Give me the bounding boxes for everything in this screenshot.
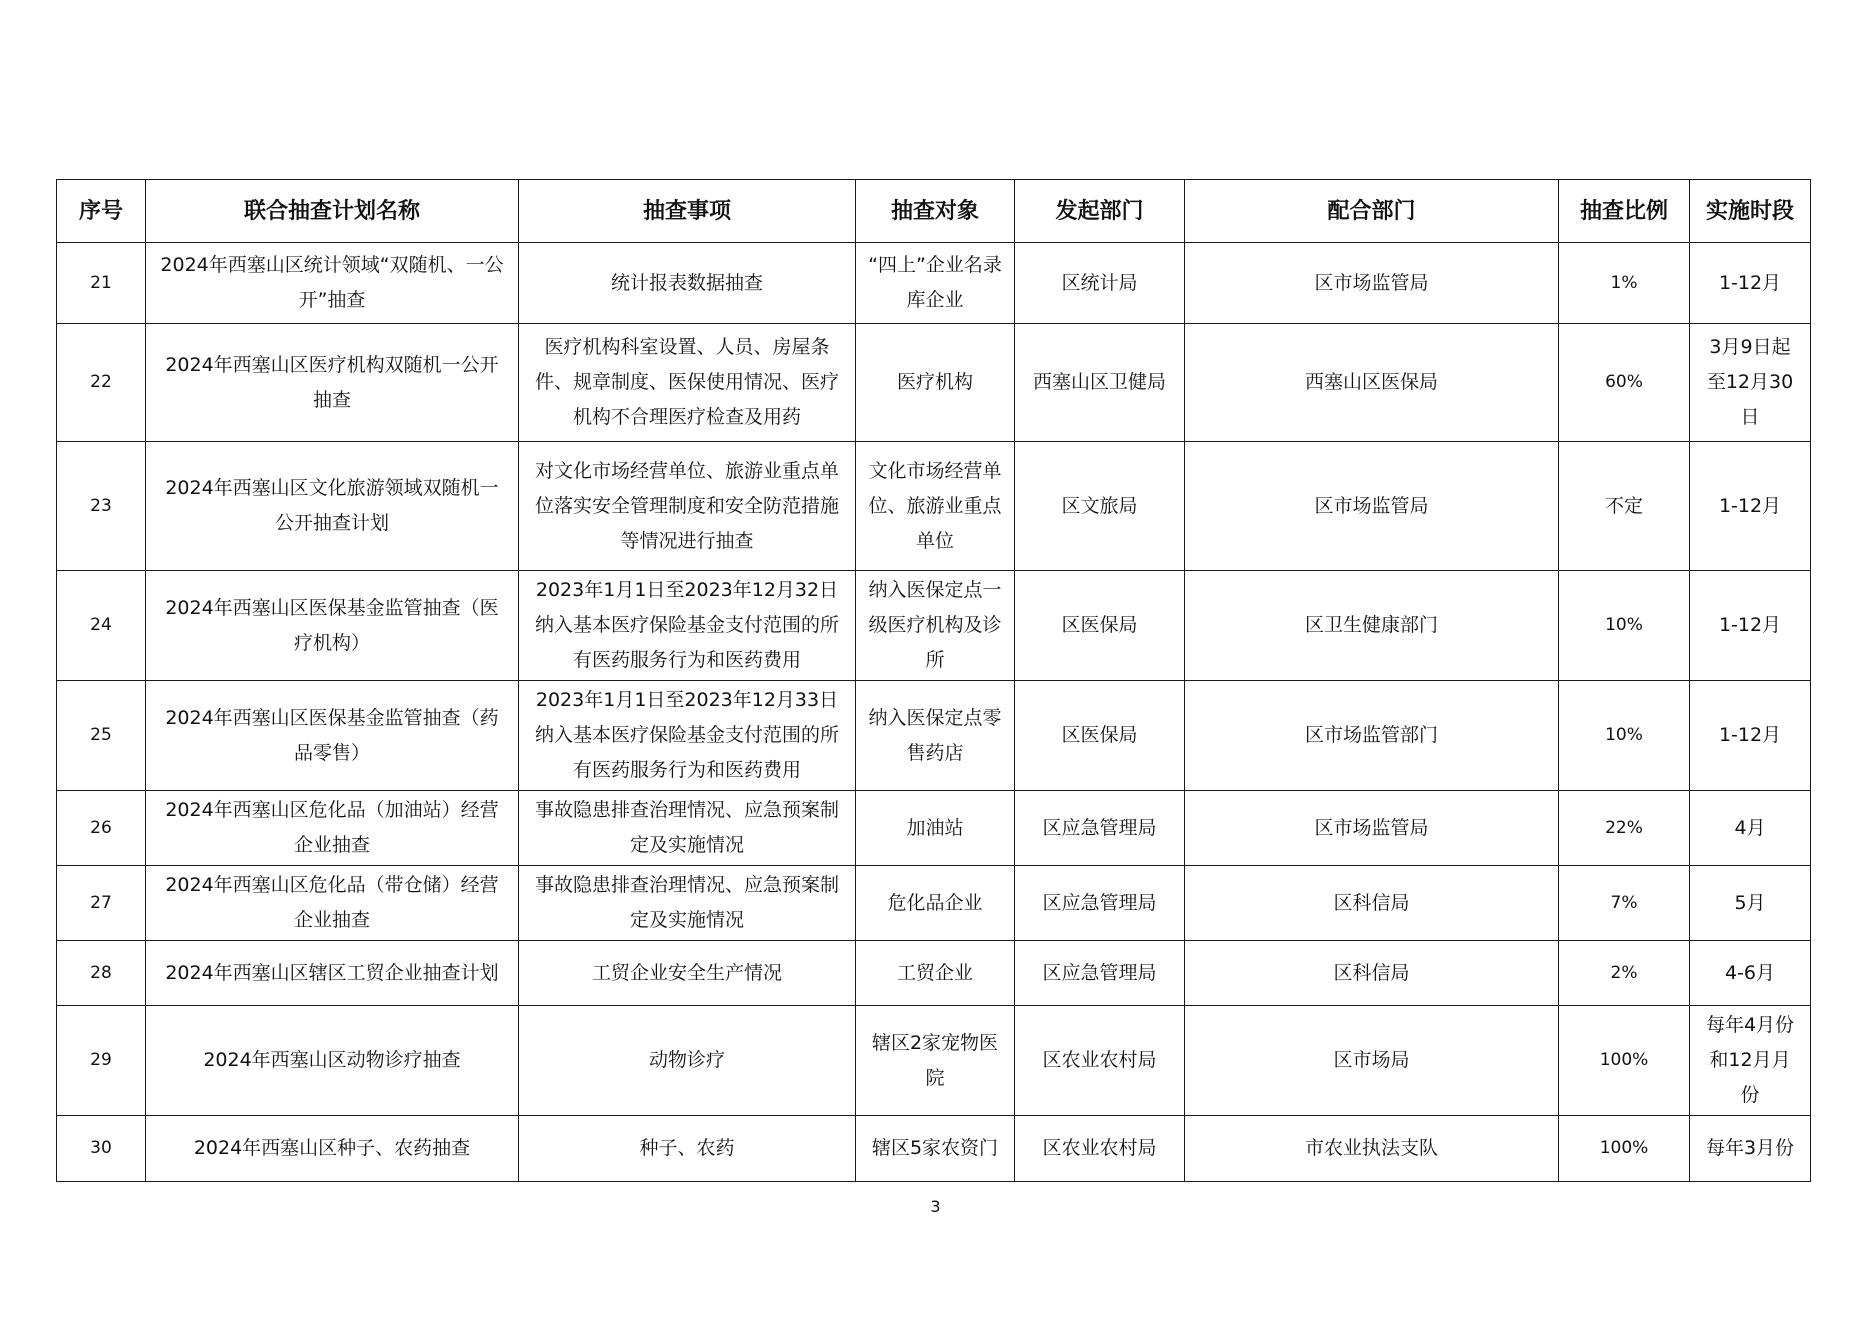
cell-inspection-target: 辖区2家宠物医院 — [856, 1006, 1015, 1116]
cell-ratio: 100% — [1559, 1006, 1690, 1116]
cell-cooperating-dept: 区市场监管局 — [1185, 442, 1559, 571]
cell-inspection-target: “四上”企业名录库企业 — [856, 243, 1015, 324]
cell-period: 1-12月 — [1690, 243, 1811, 324]
cell-cooperating-dept: 区科信局 — [1185, 941, 1559, 1006]
cell-inspection-item: 事故隐患排查治理情况、应急预案制定及实施情况 — [519, 791, 856, 866]
cell-cooperating-dept: 区市场监管局 — [1185, 243, 1559, 324]
table-row — [57, 681, 1811, 791]
cell-initiating-dept: 区应急管理局 — [1015, 791, 1185, 866]
cell-cooperating-dept: 西塞山区医保局 — [1185, 324, 1559, 442]
cell-ratio: 100% — [1559, 1116, 1690, 1182]
cell-initiating-dept: 区应急管理局 — [1015, 941, 1185, 1006]
cell-period: 3月9日起至12月30日 — [1690, 324, 1811, 442]
cell-inspection-target: 工贸企业 — [856, 941, 1015, 1006]
cell-inspection-target: 纳入医保定点零售药店 — [856, 681, 1015, 791]
cell-plan-name: 2024年西塞山区种子、农药抽查 — [146, 1116, 519, 1182]
cell-inspection-item: 统计报表数据抽查 — [519, 243, 856, 324]
cell-ratio: 7% — [1559, 866, 1690, 941]
cell-plan-name: 2024年西塞山区文化旅游领域双随机一公开抽查计划 — [146, 442, 519, 571]
cell-ratio: 10% — [1559, 681, 1690, 791]
cell-plan-name: 2024年西塞山区医保基金监管抽查（药品零售） — [146, 681, 519, 791]
cell-plan-name: 2024年西塞山区医疗机构双随机一公开抽查 — [146, 324, 519, 442]
table-row — [57, 941, 1811, 1006]
cell-index: 21 — [57, 243, 146, 324]
header-index: 序号 — [57, 180, 146, 243]
header-initiating-dept: 发起部门 — [1015, 180, 1185, 243]
cell-inspection-target: 纳入医保定点一级医疗机构及诊所 — [856, 571, 1015, 681]
cell-index: 24 — [57, 571, 146, 681]
table-header-row — [57, 180, 1811, 243]
cell-period: 4月 — [1690, 791, 1811, 866]
cell-ratio: 10% — [1559, 571, 1690, 681]
inspection-plan-table — [56, 179, 1811, 1182]
cell-ratio: 22% — [1559, 791, 1690, 866]
cell-inspection-target: 文化市场经营单位、旅游业重点单位 — [856, 442, 1015, 571]
table-row — [57, 324, 1811, 442]
cell-initiating-dept: 区农业农村局 — [1015, 1006, 1185, 1116]
cell-cooperating-dept: 区市场监管局 — [1185, 791, 1559, 866]
cell-period: 4-6月 — [1690, 941, 1811, 1006]
cell-initiating-dept: 区医保局 — [1015, 681, 1185, 791]
cell-inspection-item: 事故隐患排查治理情况、应急预案制定及实施情况 — [519, 866, 856, 941]
cell-inspection-item: 工贸企业安全生产情况 — [519, 941, 856, 1006]
cell-cooperating-dept: 市农业执法支队 — [1185, 1116, 1559, 1182]
table-row — [57, 442, 1811, 571]
cell-inspection-item: 对文化市场经营单位、旅游业重点单位落实安全管理制度和安全防范措施等情况进行抽查 — [519, 442, 856, 571]
cell-period: 1-12月 — [1690, 571, 1811, 681]
cell-index: 26 — [57, 791, 146, 866]
cell-inspection-target: 加油站 — [856, 791, 1015, 866]
cell-inspection-item: 动物诊疗 — [519, 1006, 856, 1116]
header-period: 实施时段 — [1690, 180, 1811, 243]
cell-plan-name: 2024年西塞山区统计领域“双随机、一公开”抽查 — [146, 243, 519, 324]
cell-index: 25 — [57, 681, 146, 791]
cell-cooperating-dept: 区市场局 — [1185, 1006, 1559, 1116]
cell-initiating-dept: 区农业农村局 — [1015, 1116, 1185, 1182]
cell-period: 1-12月 — [1690, 442, 1811, 571]
cell-period: 每年3月份 — [1690, 1116, 1811, 1182]
cell-inspection-target: 医疗机构 — [856, 324, 1015, 442]
table-row — [57, 1116, 1811, 1182]
cell-plan-name: 2024年西塞山区危化品（带仓储）经营企业抽查 — [146, 866, 519, 941]
table-row — [57, 1006, 1811, 1116]
cell-index: 29 — [57, 1006, 146, 1116]
cell-inspection-target: 辖区5家农资门 — [856, 1116, 1015, 1182]
header-plan-name: 联合抽查计划名称 — [146, 180, 519, 243]
cell-period: 每年4月份和12月月份 — [1690, 1006, 1811, 1116]
cell-inspection-item: 种子、农药 — [519, 1116, 856, 1182]
cell-initiating-dept: 西塞山区卫健局 — [1015, 324, 1185, 442]
header-ratio: 抽查比例 — [1559, 180, 1690, 243]
cell-inspection-target: 危化品企业 — [856, 866, 1015, 941]
cell-index: 23 — [57, 442, 146, 571]
header-inspection-item: 抽查事项 — [519, 180, 856, 243]
cell-period: 1-12月 — [1690, 681, 1811, 791]
table-row — [57, 791, 1811, 866]
cell-ratio: 2% — [1559, 941, 1690, 1006]
cell-index: 27 — [57, 866, 146, 941]
cell-initiating-dept: 区医保局 — [1015, 571, 1185, 681]
cell-initiating-dept: 区统计局 — [1015, 243, 1185, 324]
header-inspection-target: 抽查对象 — [856, 180, 1015, 243]
cell-inspection-item: 2023年1月1日至2023年12月32日纳入基本医疗保险基金支付范围的所有医药服务行为和医药费用 — [519, 571, 856, 681]
cell-plan-name: 2024年西塞山区医保基金监管抽查（医疗机构） — [146, 571, 519, 681]
cell-index: 28 — [57, 941, 146, 1006]
cell-index: 22 — [57, 324, 146, 442]
cell-cooperating-dept: 区卫生健康部门 — [1185, 571, 1559, 681]
cell-plan-name: 2024年西塞山区动物诊疗抽查 — [146, 1006, 519, 1116]
cell-ratio: 不定 — [1559, 442, 1690, 571]
cell-cooperating-dept: 区科信局 — [1185, 866, 1559, 941]
cell-ratio: 1% — [1559, 243, 1690, 324]
header-cooperating-dept: 配合部门 — [1185, 180, 1559, 243]
cell-ratio: 60% — [1559, 324, 1690, 442]
page-number: 3 — [930, 1197, 941, 1216]
cell-index: 30 — [57, 1116, 146, 1182]
cell-initiating-dept: 区文旅局 — [1015, 442, 1185, 571]
cell-plan-name: 2024年西塞山区危化品（加油站）经营企业抽查 — [146, 791, 519, 866]
cell-plan-name: 2024年西塞山区辖区工贸企业抽查计划 — [146, 941, 519, 1006]
cell-period: 5月 — [1690, 866, 1811, 941]
cell-cooperating-dept: 区市场监管部门 — [1185, 681, 1559, 791]
table-row — [57, 243, 1811, 324]
table-row — [57, 866, 1811, 941]
cell-inspection-item: 医疗机构科室设置、人员、房屋条件、规章制度、医保使用情况、医疗机构不合理医疗检查及用药 — [519, 324, 856, 442]
table-row — [57, 571, 1811, 681]
cell-inspection-item: 2023年1月1日至2023年12月33日纳入基本医疗保险基金支付范围的所有医药服务行为和医药费用 — [519, 681, 856, 791]
cell-initiating-dept: 区应急管理局 — [1015, 866, 1185, 941]
